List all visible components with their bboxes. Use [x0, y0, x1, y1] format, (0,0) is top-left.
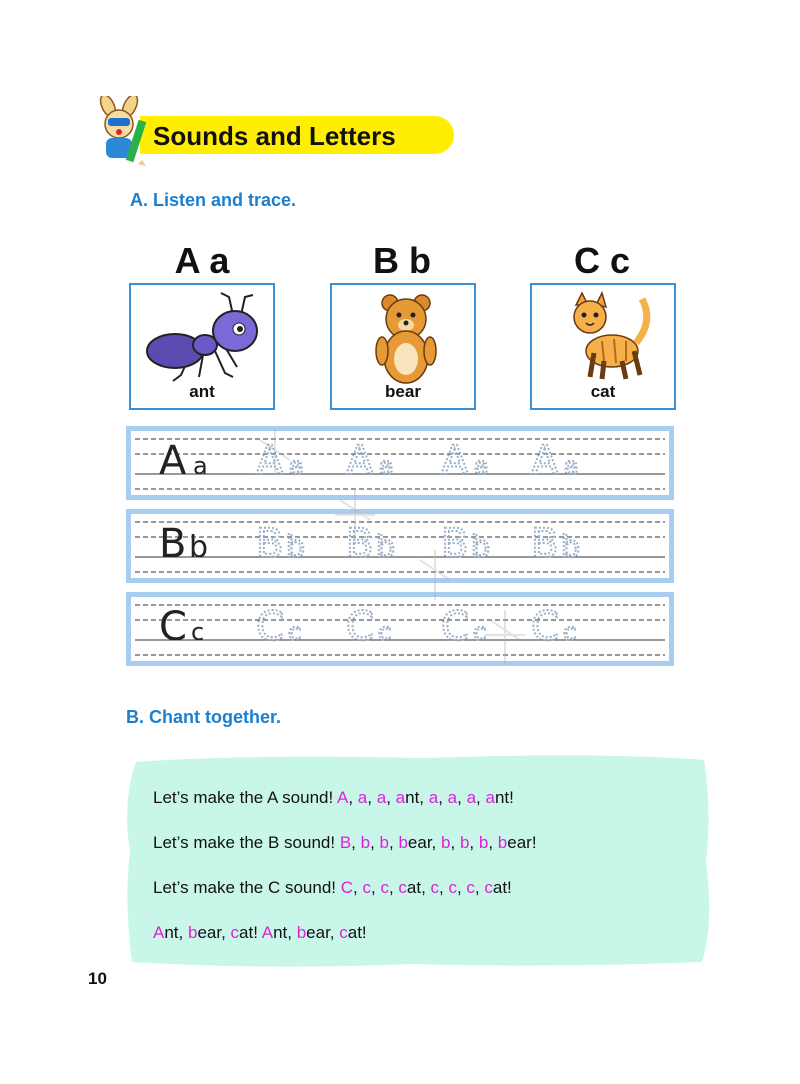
chant-line-1	[153, 788, 514, 808]
trace-letter: A	[441, 438, 469, 484]
ant-icon	[141, 291, 267, 387]
chant-text: at!	[347, 923, 367, 942]
trace-letter: b	[376, 530, 396, 565]
model-letter: C	[159, 604, 187, 650]
picture-card-cat	[530, 283, 676, 410]
trace-letter: B	[441, 521, 469, 567]
trace-letter: A	[346, 438, 374, 484]
letter-pair-c: C c	[573, 240, 631, 281]
highlighted-letter: b	[497, 833, 508, 852]
model-letter: b	[189, 530, 209, 565]
highlighted-letter: A	[153, 923, 165, 942]
chant-text: nt,	[164, 923, 188, 942]
chant-text: nt,	[405, 788, 429, 807]
chant-text: nt!	[494, 788, 514, 807]
card-word-ant: ant	[189, 382, 215, 401]
card-word-cat: cat	[590, 382, 616, 401]
section-a-title: A. Listen and trace.	[130, 190, 297, 210]
highlighted-letter: c	[380, 878, 389, 897]
trace-letter: B	[531, 521, 559, 567]
section-b-title: B. Chant together.	[126, 707, 282, 727]
chant-text: ,	[469, 833, 479, 852]
trace-letter: a	[564, 452, 579, 480]
highlighted-letter: a	[428, 788, 439, 807]
chant-text: Let’s make the B sound!	[153, 833, 340, 852]
trace-letter: b	[471, 530, 491, 565]
page-number: 10	[88, 969, 107, 988]
model-letter: A	[159, 438, 187, 484]
bunny-pencil-icon	[86, 96, 158, 166]
trace-letter: b	[561, 530, 581, 565]
chant-text: ,	[439, 878, 449, 897]
chant-text: ,	[450, 833, 460, 852]
highlighted-letter: a	[376, 788, 387, 807]
trace-letter: a	[289, 452, 304, 480]
chant-text: ,	[370, 833, 380, 852]
chant-text: ,	[351, 833, 361, 852]
trace-letter: B	[346, 521, 374, 567]
highlighted-letter: b	[478, 833, 489, 852]
chant-text: ,	[353, 878, 363, 897]
chant-text: ,	[389, 833, 399, 852]
chant-text: at!	[492, 878, 512, 897]
trace-letter: c	[473, 618, 487, 646]
chant-line-3	[153, 878, 512, 898]
highlighted-letter: c	[230, 923, 240, 942]
highlighted-letter: a	[395, 788, 406, 807]
trace-letter: B	[256, 521, 284, 567]
trace-letter: C	[256, 604, 284, 650]
highlighted-letter: a	[466, 788, 477, 807]
trace-letter: b	[286, 530, 306, 565]
chant-text: Let’s make the C sound!	[153, 878, 341, 897]
chant-text: ,	[474, 878, 485, 897]
chant-line-4	[153, 923, 367, 943]
highlighted-letter: A	[261, 923, 274, 942]
highlighted-letter: c	[398, 878, 407, 897]
picture-card-bear	[330, 283, 476, 410]
chant-text: nt,	[273, 923, 297, 942]
trace-letter: c	[378, 618, 392, 646]
highlighted-letter: b	[360, 833, 371, 852]
highlighted-letter: a	[447, 788, 458, 807]
chant-line-2	[153, 833, 537, 853]
highlighted-letter: a	[357, 788, 368, 807]
chant-text: ear,	[306, 923, 340, 942]
model-letter: c	[191, 618, 205, 646]
chant-text: ,	[488, 833, 498, 852]
highlighted-letter: b	[296, 923, 307, 942]
highlighted-letter: c	[466, 878, 475, 897]
chant-text: ,	[388, 878, 399, 897]
chant-text: Let’s make the A sound!	[153, 788, 337, 807]
model-letter: B	[159, 521, 187, 567]
trace-letter: a	[379, 452, 394, 480]
bear-icon	[342, 291, 468, 387]
chant-text: ,	[438, 788, 448, 807]
trace-letter: C	[346, 604, 374, 650]
cat-icon	[542, 291, 668, 387]
highlighted-letter: b	[441, 833, 451, 852]
chant-text: ,	[456, 878, 467, 897]
model-letter: a	[193, 452, 208, 480]
trace-letter: a	[474, 452, 489, 480]
highlighted-letter: c	[484, 878, 493, 897]
highlighted-letter: c	[339, 923, 348, 942]
chant-text: ear,	[407, 833, 442, 852]
highlighted-letter: C	[340, 878, 354, 897]
picture-card-ant	[129, 283, 275, 410]
card-word-bear: bear	[385, 382, 421, 401]
letter-pair-a: A a	[174, 240, 230, 281]
highlighted-letter: a	[485, 788, 495, 807]
trace-letter: C	[441, 604, 469, 650]
tracing-row-b[interactable]	[126, 509, 674, 583]
chant-text: ,	[386, 788, 396, 807]
highlighted-letter: b	[398, 833, 408, 852]
trace-letter: c	[563, 618, 577, 646]
chant-text: at,	[406, 878, 431, 897]
tracing-row-a[interactable]	[126, 426, 674, 500]
trace-letter: C	[531, 604, 559, 650]
highlighted-letter: b	[459, 833, 470, 852]
chant-text: ear,	[197, 923, 231, 942]
highlighted-letter: c	[430, 878, 440, 897]
chant-text: ,	[476, 788, 486, 807]
letter-pair-b: B b	[373, 240, 431, 281]
trace-letter: A	[531, 438, 559, 484]
chant-text: ear!	[507, 833, 537, 852]
chant-text: ,	[457, 788, 467, 807]
chant-text: ,	[367, 788, 377, 807]
chant-text: ,	[348, 788, 358, 807]
highlighted-letter: B	[339, 833, 352, 852]
highlighted-letter: A	[337, 788, 349, 807]
chant-text: ,	[370, 878, 381, 897]
tracing-row-c[interactable]	[126, 592, 674, 666]
highlighted-letter: b	[379, 833, 389, 852]
highlighted-letter: c	[448, 878, 457, 897]
page-title: Sounds and Letters	[153, 121, 396, 151]
highlighted-letter: c	[362, 878, 371, 897]
highlighted-letter: b	[187, 923, 198, 942]
trace-letter: A	[256, 438, 284, 484]
trace-letter: c	[288, 618, 302, 646]
chant-text: at!	[239, 923, 262, 942]
